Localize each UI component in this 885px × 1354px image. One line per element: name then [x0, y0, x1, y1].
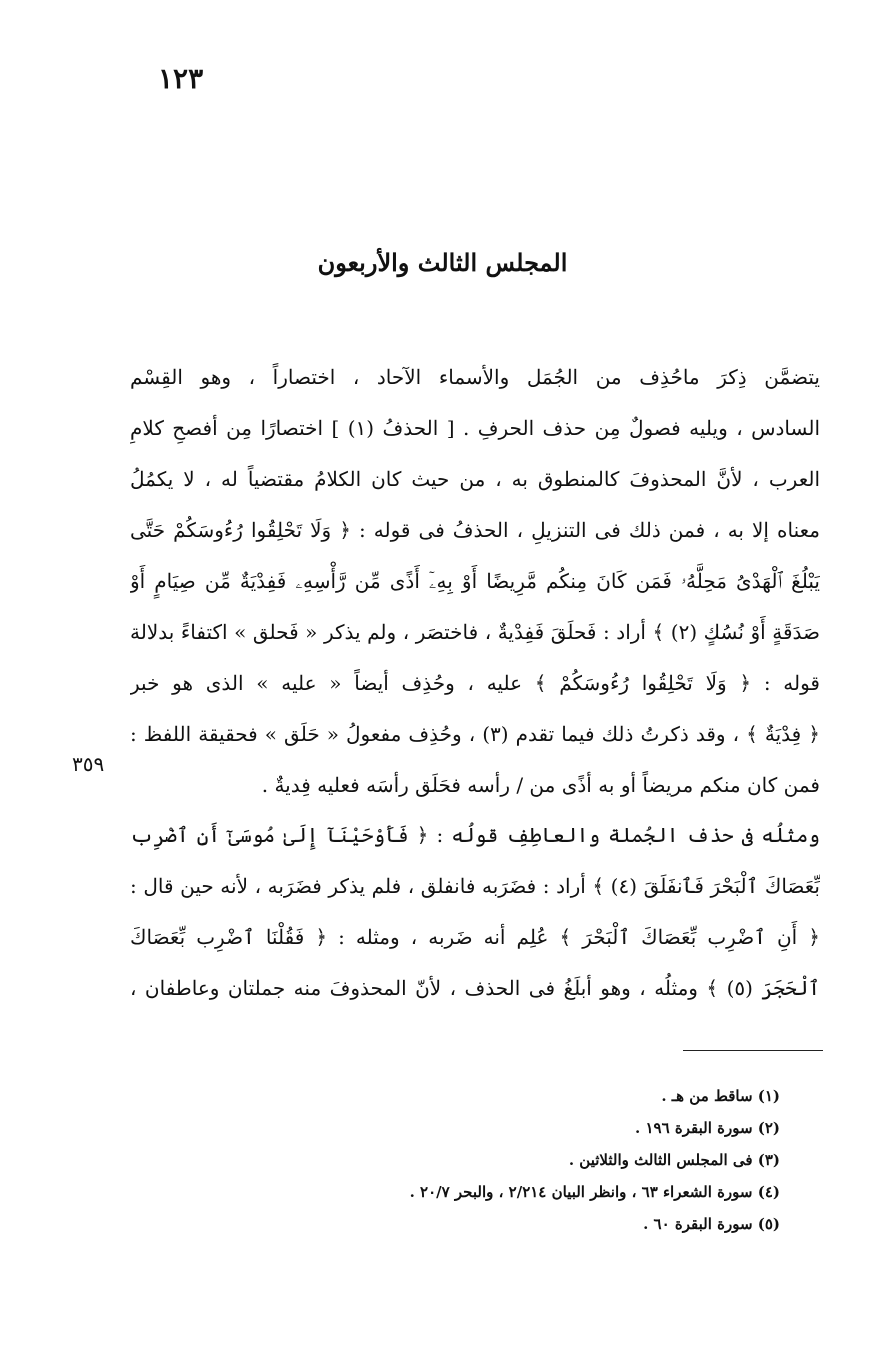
paragraph-1	[130, 352, 820, 811]
footnote-divider	[683, 1050, 823, 1051]
footnote-1: (١) ساقط من هـ .	[661, 1087, 780, 1105]
text-line: ﴿ أَنِ ٱضْرِب بِّعَصَاكَ ٱلْبَحْرَ ﴾ عُلِم أنه ضَربه ، ومثله : ﴿ فَقُلْنَا ٱضْرِب بِّعَصَاكَ	[130, 925, 820, 949]
text-line: فمن كان منكم مريضاً أو به أذًى من / رأسه فحَلَق رأسَه فعليه فِديةٌ .	[261, 773, 820, 797]
page-number: ١٢٣	[158, 62, 204, 95]
paragraph-2	[130, 810, 820, 1014]
text-line: ﴿ فِدْيَةٌ ﴾ ، وقد ذكرتُ ذلك فيما تقدم (٣) ، وحُذِف مفعولُ « حَلَق » فحقيقة اللفظ :	[130, 722, 820, 746]
text-line: بِّعَصَاكَ ٱلْبَحْرَ فَٱنفَلَقَ (٤) ﴾ أراد : فضَرَبه فانفلق ، فلم يذكر فضَرَبه ، لأنه حين قال :	[130, 874, 820, 898]
chapter-title: المجلس الثالث والأربعون	[317, 248, 568, 277]
text-line: يَبْلُغَ ٱلْهَدْىُ مَحِلَّهُۥ فَمَن كَانَ مِنكُم مَّرِيضًا أَوْ بِهِۦٓ أَذًى مِّن رَّأْسِهِۦ فَفِدْيَةٌ مِّن صِيَامٍ أَوْ	[130, 569, 820, 593]
footnote-4: (٤) سورة الشعراء ٦٣ ، وانظر البيان ٢/٢١٤ ، والبحر ٢٠/٧ .	[409, 1183, 780, 1201]
text-line: معناه إلا به ، فمن ذلك فى التنزيلِ ، الحذفُ فى قوله : ﴿ وَلَا تَحْلِقُوا رُءُوسَكُمْ حَتَّى	[130, 518, 820, 542]
footnote-3: (٣) فى المجلس الثالث والثلاثين .	[568, 1151, 780, 1169]
text-line: يتضمَّن ذِكرَ ماحُذِف من الجُمَل والأسماء الآحاد ، اختصاراً ، وهو القِسْم	[130, 365, 820, 389]
margin-page-reference: ٣٥٩	[72, 752, 105, 776]
text-line: ٱلْحَجَرَ (٥) ﴾ ومثلُه ، وهو أبلَغُ فى الحذف ، لأنّ المحذوفَ منه جملتان وعاطفان ،	[130, 976, 820, 1000]
text-line: قوله : ﴿ وَلَا تَحْلِقُوا رُءُوسَكُمْ ﴾ عليه ، وحُذِف أيضاً « عليه » الذى هو خبر	[130, 671, 820, 695]
text-line: صَدَقَةٍ أَوْ نُسُكٍ (٢) ﴾ أراد : فَحلَقَ فَفِدْيةٌ ، فاختصَر ، ولم يذكر « فَحلق » اكتفاءً بدلالة	[130, 620, 820, 644]
text-line: العرب ، لأنَّ المحذوفَ كالمنطوق به ، من حيث كان الكلامُ مقتضياً له ، لا يكمُلُ	[130, 467, 820, 491]
footnote-2: (٢) سورة البقرة ١٩٦ .	[635, 1119, 780, 1137]
footnote-5: (٥) سورة البقرة ٦٠ .	[643, 1215, 780, 1233]
footnotes	[220, 1080, 780, 1240]
text-line: ومثلُه فى حذف الجُملة والعاطِفِ قولُه : ﴿ فَأَوْحَيْنَآ إِلَىٰ مُوسَىٰٓ أَنِ ٱضْرِب	[130, 823, 820, 847]
text-line: السادس ، ويليه فصولٌ مِن حذف الحرفِ . [ الحذفُ (١) ] اختصارًا مِن أفصحِ كلامِ	[130, 416, 820, 440]
